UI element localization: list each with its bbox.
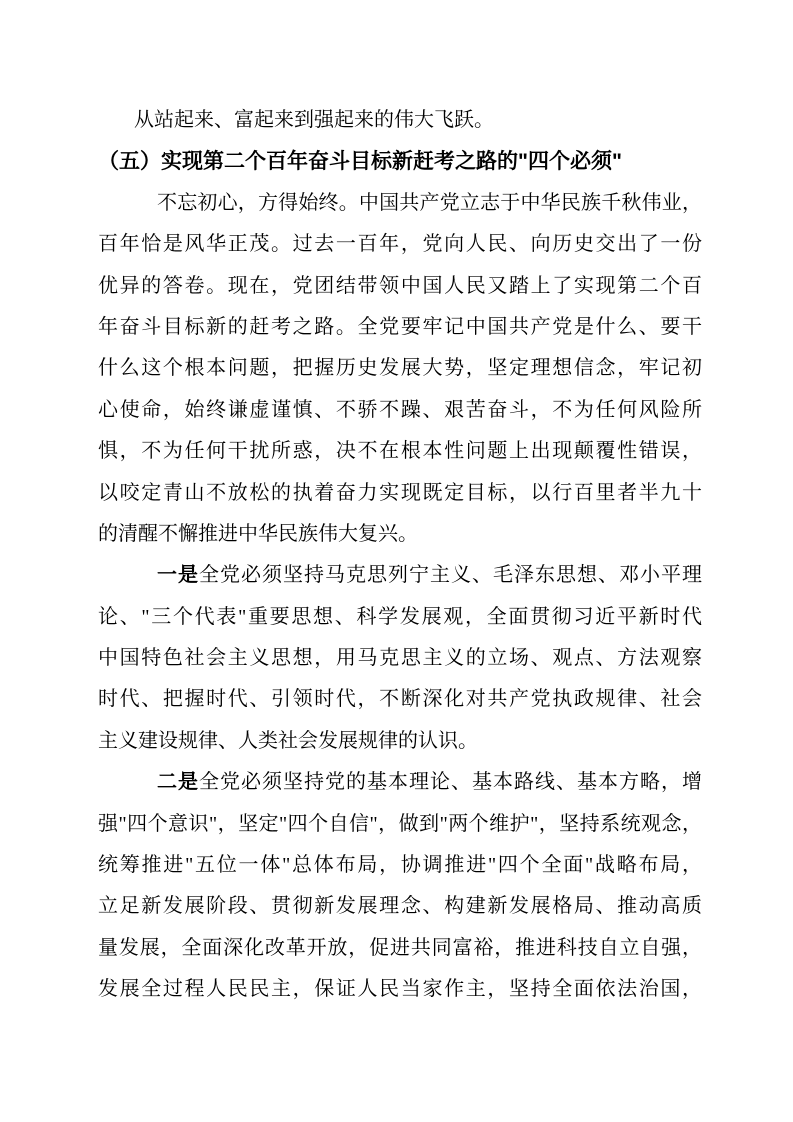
paragraph-1-line-2: 百年恰是风华正茂。过去一百年，党向人民、向历史交出了一份 xyxy=(98,233,702,256)
paragraph-2-line-5: 主义建设规律、人类社会发展规律的认识。 xyxy=(98,729,478,752)
paragraph-2-line-4: 时代、把握时代、引领时代，不断深化对共产党执政规律、社会 xyxy=(98,688,702,711)
paragraph-1-line-4: 年奋斗目标新的赶考之路。全党要牢记中国共产党是什么、要干 xyxy=(98,315,702,338)
paragraph-1-line-9: 的清醒不懈推进中华民族伟大复兴。 xyxy=(98,522,418,545)
document-content xyxy=(98,100,702,1011)
paragraph-1-line-5: 什么这个根本问题，把握历史发展大势，坚定理想信念，牢记初 xyxy=(98,357,702,380)
paragraph-lead: 一是 xyxy=(157,564,199,587)
section-heading: （五）实现第二个百年奋斗目标新赶考之路的"四个必须" xyxy=(98,150,622,174)
body-paragraphs xyxy=(98,183,702,1011)
paragraph-1-line-1: 不忘初心，方得始终。中国共产党立志于中华民族千秋伟业， xyxy=(157,191,702,214)
paragraph-1-line-8: 以咬定青山不放松的执着奋力实现既定目标，以行百里者半九十 xyxy=(98,481,702,504)
paragraph-3-line-3: 统筹推进"五位一体"总体布局，协调推进"四个全面"战略布局， xyxy=(98,854,702,877)
paragraph-3-line-6: 发展全过程人民民主，保证人民当家作主，坚持全面依法治国， xyxy=(98,978,702,1001)
paragraph-3-line-1: 二是全党必须坚持党的基本理论、基本路线、基本方略，增 xyxy=(157,771,702,794)
paragraph-2-line-2: 论、"三个代表"重要思想、科学发展观，全面贯彻习近平新时代 xyxy=(98,605,702,628)
paragraph-lead: 二是 xyxy=(157,771,199,794)
paragraph-3-line-5: 量发展，全面深化改革开放，促进共同富裕，推进科技自立自强， xyxy=(98,936,702,959)
paragraph-3-line-2: 强"四个意识"，坚定"四个自信"，做到"两个维护"，坚持系统观念， xyxy=(98,812,702,835)
paragraph-2-line-1: 一是全党必须坚持马克思列宁主义、毛泽东思想、邓小平理 xyxy=(157,564,702,587)
paragraph-3-line-4: 立足新发展阶段、贯彻新发展理念、构建新发展格局、推动高质 xyxy=(98,895,702,918)
paragraph-1-line-7: 惧，不为任何干扰所惑，决不在根本性问题上出现颠覆性错误， xyxy=(98,440,702,463)
paragraph-tail-line: 从站起来、富起来到强起来的伟大飞跃。 xyxy=(134,109,494,131)
paragraph-1-line-6: 心使命，始终谦虚谨慎、不骄不躁、艰苦奋斗，不为任何风险所 xyxy=(98,398,702,421)
paragraph-1-line-3: 优异的答卷。现在，党团结带领中国人民又踏上了实现第二个百 xyxy=(98,274,702,297)
paragraph-2-line-3: 中国特色社会主义思想，用马克思主义的立场、观点、方法观察 xyxy=(98,647,702,670)
